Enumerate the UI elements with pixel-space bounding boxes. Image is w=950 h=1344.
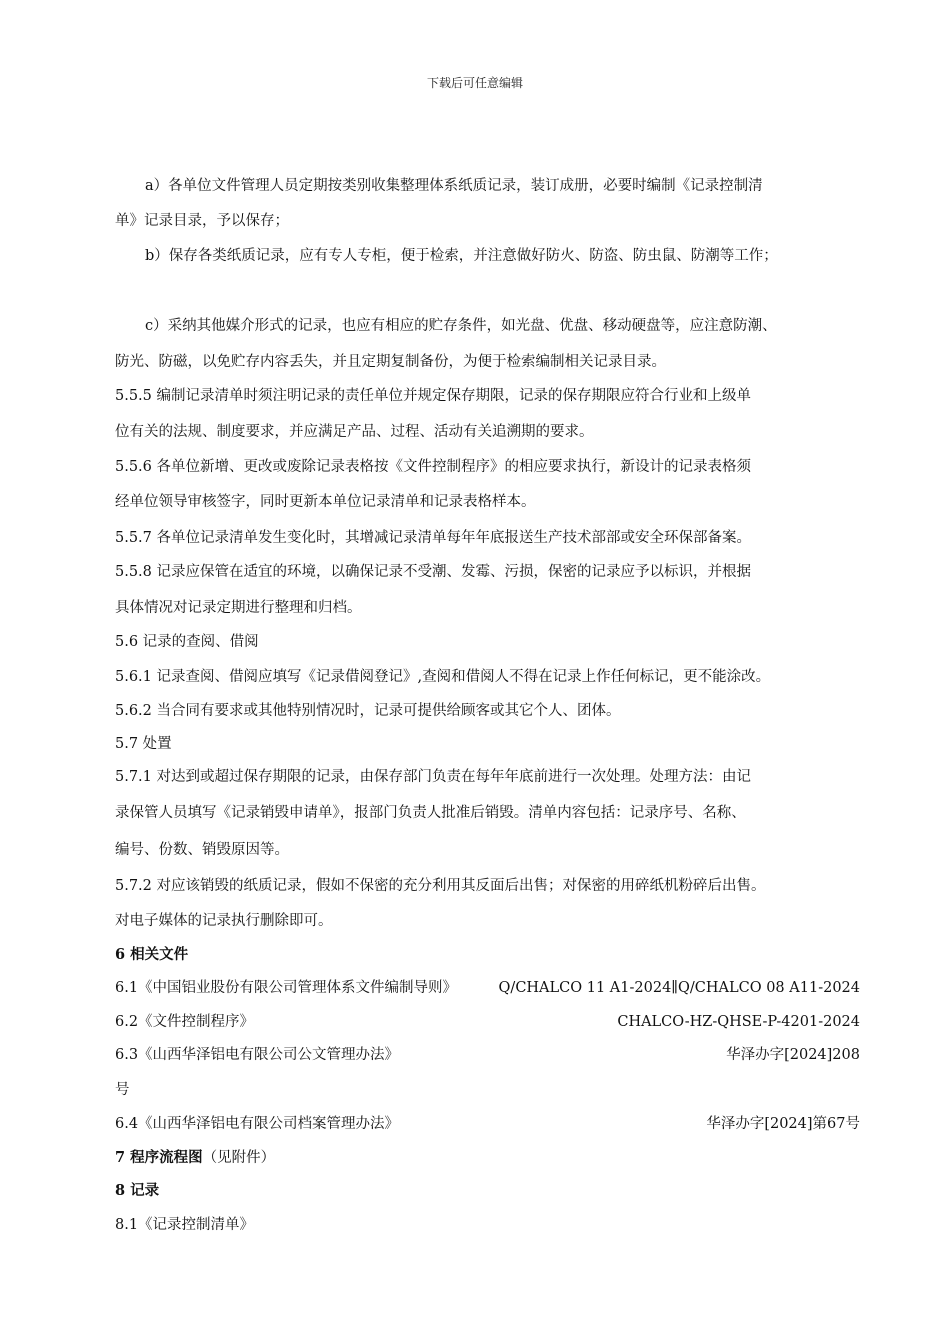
section-8-heading: 8 记录 [115, 1182, 160, 1199]
para-558-line2: 具体情况对记录定期进行整理和归档。 [115, 600, 362, 616]
ref-code: CHALCO-HZ-QHSE-P-4201-2024 [617, 1014, 860, 1030]
section-5-7-heading: 5.7 处置 [115, 736, 172, 752]
ref-item-wrap: 号 [115, 1082, 130, 1098]
ref-item [115, 1012, 860, 1032]
para-571-line2: 录保管人员填写《记录销毁申请单》，报部门负责人批准后销毁。清单内容包括：记录序号、名称、 [115, 805, 746, 821]
section-7-title: 7 程序流程图 [115, 1149, 203, 1166]
para-557-line1: 5.5.7 各单位记录清单发生变化时，其增减记录清单每年年底报送生产技术部部或安全环保部备案。 [115, 530, 751, 546]
para-555-line2: 位有关的法规、制度要求，并应满足产品、过程、活动有关追溯期的要求。 [115, 424, 594, 440]
ref-item [115, 978, 860, 998]
para-571-line1: 5.7.1 对达到或超过保存期限的记录，由保存部门负责在每年年底前进行一次处理。处理方法：由记 [115, 769, 751, 785]
ref-title: 6.1《中国铝业股份有限公司管理体系文件编制导则》 [115, 980, 458, 996]
para-561: 5.6.1 记录查阅、借阅应填写《记录借阅登记》,查阅和借阅人不得在记录上作任何标记，更不能涂改。 [115, 669, 771, 685]
ref-title: 6.3《山西华泽铝电有限公司公文管理办法》 [115, 1047, 400, 1063]
section-6-heading: 6 相关文件 [115, 946, 189, 963]
ref-code: Q/CHALCO 11 A1-2024∥Q/CHALCO 08 A11-2024 [498, 980, 860, 996]
para-572-line1: 5.7.2 对应该销毁的纸质记录，假如不保密的充分利用其反面后出售；对保密的用碎纸机粉碎后出售。 [115, 878, 766, 894]
para-c-line1: c）采纳其他媒介形式的记录，也应有相应的贮存条件，如光盘、优盘、移动硬盘等，应注意防潮、 [145, 318, 777, 334]
para-562: 5.6.2 当合同有要求或其他特别情况时，记录可提供给顾客或其它个人、团体。 [115, 703, 621, 719]
section-7-heading [115, 1148, 275, 1168]
para-b-line1: b）保存各类纸质记录，应有专人专柜，便于检索，并注意做好防火、防盗、防虫鼠、防潮等工作； [145, 248, 778, 264]
section-7-note: （见附件） [202, 1150, 276, 1166]
ref-title: 6.2《文件控制程序》 [115, 1014, 255, 1030]
para-555-line1: 5.5.5 编制记录清单时须注明记录的责任单位并规定保存期限，记录的保存期限应符合行业和上级单 [115, 388, 751, 404]
record-item: 8.1《记录控制清单》 [115, 1217, 255, 1233]
para-c-line2: 防光、防磁，以免贮存内容丢失，并且定期复制备份，为便于检索编制相关记录目录。 [115, 354, 666, 370]
ref-code: 华泽办字[2024]第67号 [706, 1116, 860, 1132]
para-a-line1: a）各单位文件管理人员定期按类别收集整理体系纸质记录，装订成册，必要时编制《记录控制清 [145, 178, 763, 194]
para-556-line1: 5.5.6 各单位新增、更改或废除记录表格按《文件控制程序》的相应要求执行，新设计的记录表格须 [115, 459, 751, 475]
page-header: 下载后可任意编辑 [426, 76, 523, 90]
para-558-line1: 5.5.8 记录应保管在适宜的环境，以确保记录不受潮、发霉、污损，保密的记录应予以标识，并根据 [115, 564, 751, 580]
para-571-line3: 编号、份数、销毁原因等。 [115, 842, 289, 858]
ref-code: 华泽办字[2024]208 [726, 1047, 860, 1063]
para-a-line2: 单》记录目录，予以保存； [115, 213, 289, 229]
para-556-line2: 经单位领导审核签字，同时更新本单位记录清单和记录表格样本。 [115, 494, 536, 510]
section-5-6-heading: 5.6 记录的查阅、借阅 [115, 634, 259, 650]
para-572-line2: 对电子媒体的记录执行删除即可。 [115, 913, 333, 929]
ref-item [115, 1114, 860, 1134]
ref-title: 6.4《山西华泽铝电有限公司档案管理办法》 [115, 1116, 400, 1132]
ref-item [115, 1045, 860, 1065]
